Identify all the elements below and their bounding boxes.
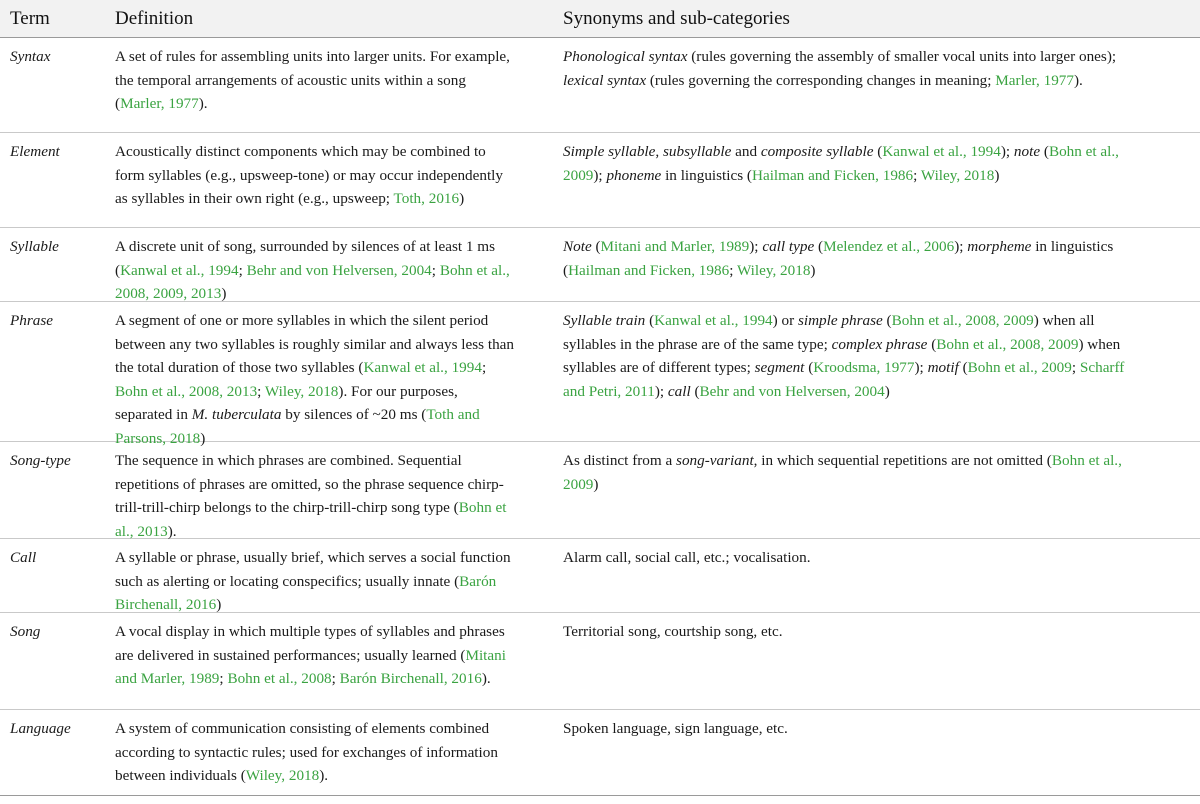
text-segment: Acoustically distinct components which may be combined to form syllables (e.g., upsweep-tone) or may occur independently as syllables in their own right (e.g., upsweep; [115,143,504,208]
definition-cell [115,717,515,788]
citation-link[interactable]: Marler, 1977 [120,95,199,113]
italic-term: Simple syllable [563,143,656,160]
text-segment: by silences of ~20 ms ( [281,406,427,424]
table-row [0,133,1200,228]
text-segment: in linguistics ( [563,238,1114,279]
table-row [0,442,1200,539]
italic-term: call [667,382,691,400]
citation-link[interactable]: Mitani and Marler, 1989 [600,238,750,255]
text-segment: ) [200,429,206,447]
citation-link[interactable]: Kanwal et al., 1994 [120,261,239,279]
citation-link[interactable]: Bohn et al., 2008, 2009, 2013 [115,261,510,303]
italic-term: phoneme [606,166,662,184]
text-segment: A discrete unit of song, surrounded by silences of at least 1 ms ( [115,238,496,279]
citation-link[interactable]: Bohn et al., 2009 [967,359,1072,377]
synonyms-cell [563,309,1138,403]
definition-cell [115,546,515,617]
table-row [0,302,1200,447]
text-segment: Territorial song, courtship song, etc. [563,623,783,640]
citation-link[interactable]: Wiley, 2018 [920,166,995,184]
term-cell: Call [10,549,37,566]
text-segment: ) or [772,312,798,329]
term-cell: Syllable [10,238,59,255]
italic-term: Phonological syntax [563,48,688,65]
citation-link[interactable]: Wiley, 2018 [736,261,811,279]
text-segment: ( [690,382,700,400]
synonyms-cell [563,235,1138,282]
text-segment: ; [431,261,440,279]
text-segment: Spoken language, sign language, etc. [563,720,788,737]
table-row [0,613,1200,710]
citation-link[interactable]: Bohn et al., 2009 [563,452,1122,493]
text-segment: ; [913,166,921,184]
text-segment: (rules governing the assembly of smaller vocal units into larger ones); [687,48,1117,65]
table-bottom-rule [0,795,1200,796]
text-segment: ). [198,95,208,113]
citation-link[interactable]: Kroodsma, 1977 [813,359,915,377]
text-segment: ); [654,382,668,400]
citation-link[interactable]: Wiley, 2018 [264,382,339,400]
italic-term: M. tuberculata [191,406,282,424]
text-segment: ) [459,190,465,208]
synonyms-cell [563,140,1138,187]
text-segment: ); [593,166,607,184]
text-segment: ; [257,382,265,400]
definition-cell [115,45,515,116]
citation-link[interactable]: Wiley, 2018 [245,767,320,785]
synonyms-cell [563,620,1138,644]
text-segment: A set of rules for assembling units into larger units. For example, the temporal arrangements of acoustic units within a song ( [115,48,510,113]
definition-cell [115,309,515,451]
citation-link[interactable]: Bohn et al., 2009 [563,143,1119,184]
italic-term: Syllable train [563,312,646,329]
citation-link[interactable]: Bohn et al., 2008, 2009 [936,335,1079,353]
text-segment: ) [216,596,222,614]
text-segment: ; [331,670,340,688]
text-segment: ). [167,522,177,540]
text-segment: ). [481,670,491,688]
text-segment: and [731,143,761,160]
text-segment: ; [1071,359,1080,377]
text-segment: ( [804,359,814,377]
italic-term: note [1013,143,1041,160]
italic-term: morpheme [967,238,1032,255]
text-segment: , in which sequential repetitions are not omitted ( [753,452,1052,469]
table-row [0,539,1200,613]
term-cell: Phrase [10,312,54,329]
italic-term: song-variant [676,452,754,469]
text-segment: A segment of one or more syllables in which the silent period between any two syllables is roughly similar and always less than the total duration of those two syllables ( [115,312,515,377]
text-segment: ( [927,335,937,353]
text-segment: ). [1073,71,1083,89]
italic-term: segment [754,359,805,377]
table-header [0,0,1200,38]
text-segment: ) [593,475,599,493]
italic-term: motif [927,359,959,377]
italic-term: composite syllable [760,143,874,160]
citation-link[interactable]: Toth and Parsons, 2018 [115,406,480,447]
definition-cell [115,449,515,543]
term-cell: Song [10,623,41,640]
text-segment: ); [914,359,928,377]
citation-link[interactable]: Bohn et al., 2008 [227,670,332,688]
text-segment: ; [219,670,228,688]
text-segment: ); [1000,143,1014,160]
citation-link[interactable]: Hailman and Ficken, 1986 [568,261,730,279]
text-segment: ( [873,143,883,160]
definition-cell [115,620,515,691]
citation-link[interactable]: Kanwal et al., 1994 [363,359,482,377]
header-term: Term [10,8,50,29]
citation-link[interactable]: Kanwal et al., 1994 [882,143,1001,160]
text-segment: ( [814,238,824,255]
text-segment: (rules governing the corresponding changes in meaning; [646,71,996,89]
text-segment: ( [1040,143,1049,160]
citation-link[interactable]: Behr and von Helversen, 2004 [699,382,885,400]
citation-link[interactable]: Marler, 1977 [995,71,1074,89]
citation-link[interactable]: Toth, 2016 [393,190,460,208]
term-cell: Language [10,720,71,737]
table-row [0,710,1200,795]
citation-link[interactable]: Kanwal et al., 1994 [654,312,773,329]
term-cell: Syntax [10,48,51,65]
text-segment: ; [729,261,737,279]
italic-term: lexical syntax [563,71,647,89]
italic-term: simple phrase [797,312,883,329]
text-segment: ); [954,238,968,255]
text-segment: ) when syllables are of different types; [563,335,1121,377]
text-segment: A syllable or phrase, usually brief, which serves a social function such as alerting or locating conspecifics; usually innate ( [115,549,511,590]
citation-link[interactable]: Bohn et al., 2008, 2009 [891,312,1034,329]
definition-cell [115,235,515,306]
citation-link[interactable]: Bohn et al., 2013 [115,499,507,540]
text-segment: ) [884,382,890,400]
text-segment: ( [882,312,892,329]
text-segment: ) [810,261,816,279]
text-segment: in linguistics ( [661,166,752,184]
text-segment: ). [319,767,329,785]
text-segment: ( [645,312,655,329]
citation-link[interactable]: Scharff and Petri, 2011 [563,359,1125,400]
text-segment: ; [481,359,487,377]
text-segment: , [655,143,663,160]
text-segment: The sequence in which phrases are combined. Sequential repetitions of phrases are omitted, so the phrase sequence chirp-trill-trill-chirp belongs to the chirp-trill-chirp song type ( [115,452,504,517]
table-row [0,228,1200,302]
text-segment: ) when all syllables in the phrase are of the same type; [563,312,1095,353]
citation-link[interactable]: Barón Birchenall, 2016 [339,670,482,688]
citation-link[interactable]: Behr and von Helversen, 2004 [246,261,432,279]
text-segment: As distinct from a [563,452,677,469]
text-segment: ( [591,238,601,255]
header-synonyms: Synonyms and sub-categories [563,8,790,29]
synonyms-cell [563,546,1138,570]
italic-term: Note [563,238,592,255]
definition-cell [115,140,515,211]
text-segment: ( [958,359,968,377]
citation-link[interactable]: Bohn et al., 2008, 2013 [115,382,258,400]
text-segment: ; [238,261,247,279]
text-segment: ) [221,285,227,303]
synonyms-cell [563,449,1138,496]
italic-term: complex phrase [831,335,928,353]
italic-term: subsyllable [662,143,732,160]
text-segment: A system of communication consisting of elements combined according to syntactic rules; used for exchanges of information between individuals ( [115,720,498,785]
text-segment: Alarm call, social call, etc.; vocalisation. [563,549,811,566]
citation-link[interactable]: Hailman and Ficken, 1986 [751,166,914,184]
term-cell: Element [10,143,60,160]
citation-link[interactable]: Mitani and Marler, 1989 [115,646,506,688]
term-cell: Song-type [10,452,71,469]
synonyms-cell [563,717,1138,741]
citation-link[interactable]: Melendez et al., 2006 [823,238,955,255]
header-definition: Definition [115,8,194,29]
citation-link[interactable]: Barón Birchenall, 2016 [115,572,497,614]
table-row [0,38,1200,133]
italic-term: call type [762,238,815,255]
text-segment: ). For our purposes, separated in [115,382,458,424]
text-segment: A vocal display in which multiple types of syllables and phrases are delivered in sustained performances; usually learned ( [115,623,505,664]
synonyms-cell [563,45,1138,92]
text-segment: ); [749,238,763,255]
text-segment: ) [994,166,1000,184]
